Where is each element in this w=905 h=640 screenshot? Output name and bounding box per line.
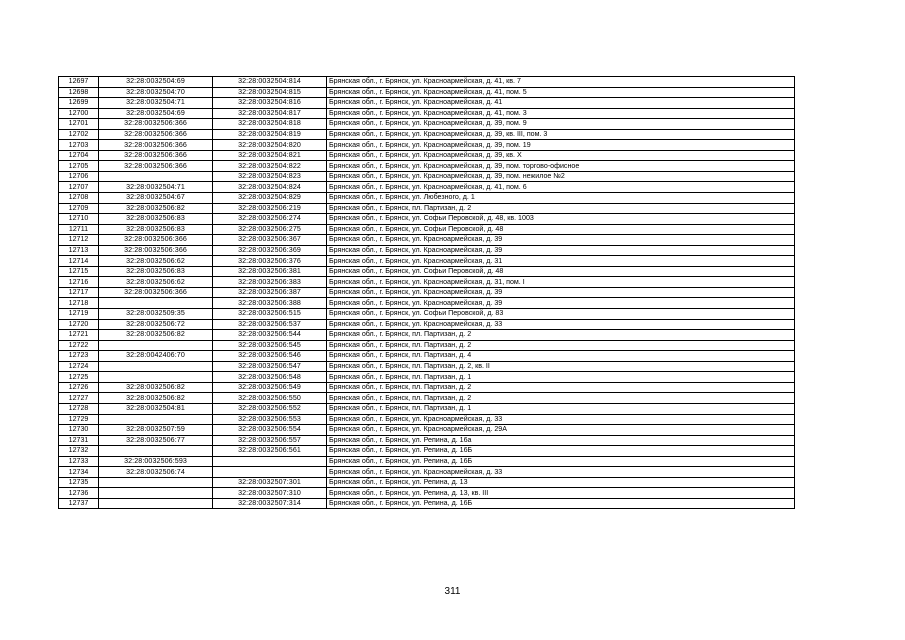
- row-number-cell: 12708: [59, 193, 99, 204]
- cadastral-number-cell: 32:28:0032506:387: [213, 287, 327, 298]
- cadastral-number-cell: 32:28:0032506:550: [213, 393, 327, 404]
- page-number: 311: [444, 586, 461, 597]
- table-row: [59, 224, 795, 235]
- cadastral-parent-cell: 32:28:0032507:59: [99, 425, 213, 436]
- address-cell: Брянская обл., г. Брянск, ул. Красноармейская, д. 39: [327, 287, 795, 298]
- table-row: [59, 77, 795, 88]
- address-cell: Брянская обл., г. Брянск, ул. Репина, д. 13, кв. III: [327, 488, 795, 499]
- row-number-cell: 12730: [59, 425, 99, 436]
- address-cell: Брянская обл., г. Брянск, ул. Красноармейская, д. 41: [327, 98, 795, 109]
- row-number-cell: 12702: [59, 129, 99, 140]
- address-cell: Брянская обл., г. Брянск, ул. Красноармейская, д. 41, кв. 7: [327, 77, 795, 88]
- table-row: [59, 108, 795, 119]
- row-number-cell: 12731: [59, 435, 99, 446]
- address-cell: Брянская обл., г. Брянск, пл. Партизан, д. 2: [327, 340, 795, 351]
- cadastral-number-cell: 32:28:0032506:388: [213, 298, 327, 309]
- cadastral-number-cell: [213, 467, 327, 478]
- cadastral-parent-cell: 32:28:0032506:366: [99, 119, 213, 130]
- cadastral-number-cell: 32:28:0032506:545: [213, 340, 327, 351]
- cadastral-parent-cell: [99, 446, 213, 457]
- cadastral-number-cell: 32:28:0032506:219: [213, 203, 327, 214]
- cadastral-number-cell: 32:28:0032506:554: [213, 425, 327, 436]
- table-row: [59, 361, 795, 372]
- cadastral-number-cell: 32:28:0032507:301: [213, 477, 327, 488]
- cadastral-parent-cell: [99, 372, 213, 383]
- address-cell: Брянская обл., г. Брянск, пл. Партизан, д. 2: [327, 203, 795, 214]
- address-cell: Брянская обл., г. Брянск, ул. Репина, д. 16Б: [327, 456, 795, 467]
- address-cell: Брянская обл., г. Брянск, ул. Красноармейская, д. 41, пом. 5: [327, 87, 795, 98]
- cadastral-parent-cell: 32:28:0032506:82: [99, 393, 213, 404]
- address-cell: Брянская обл., г. Брянск, ул. Красноармейская, д. 39: [327, 245, 795, 256]
- row-number-cell: 12719: [59, 309, 99, 320]
- cadastral-parent-cell: 32:28:0032506:74: [99, 467, 213, 478]
- cadastral-number-cell: 32:28:0032504:815: [213, 87, 327, 98]
- row-number-cell: 12735: [59, 477, 99, 488]
- cadastral-number-cell: 32:28:0032507:314: [213, 498, 327, 509]
- address-cell: Брянская обл., г. Брянск, пл. Партизан, д. 2: [327, 393, 795, 404]
- table-row: [59, 446, 795, 457]
- row-number-cell: 12736: [59, 488, 99, 499]
- cadastral-number-cell: 32:28:0032504:829: [213, 193, 327, 204]
- table-row: [59, 256, 795, 267]
- table-row: [59, 467, 795, 478]
- cadastral-number-cell: 32:28:0032506:275: [213, 224, 327, 235]
- table-row: [59, 498, 795, 509]
- address-cell: Брянская обл., г. Брянск, ул. Красноармейская, д. 39, пом. торгово-офисное: [327, 161, 795, 172]
- table-row: [59, 214, 795, 225]
- row-number-cell: 12728: [59, 403, 99, 414]
- cadastral-number-cell: 32:28:0032506:383: [213, 277, 327, 288]
- cadastral-number-cell: 32:28:0032504:817: [213, 108, 327, 119]
- cadastral-parent-cell: 32:28:0032506:366: [99, 150, 213, 161]
- address-cell: Брянская обл., г. Брянск, ул. Красноармейская, д. 29А: [327, 425, 795, 436]
- address-cell: Брянская обл., г. Брянск, ул. Репина, д. 16а: [327, 435, 795, 446]
- row-number-cell: 12737: [59, 498, 99, 509]
- row-number-cell: 12715: [59, 266, 99, 277]
- cadastral-parent-cell: 32:28:0032509:35: [99, 309, 213, 320]
- address-cell: Брянская обл., г. Брянск, пл. Партизан, д. 2: [327, 330, 795, 341]
- address-cell: Брянская обл., г. Брянск, ул. Красноармейская, д. 33: [327, 414, 795, 425]
- row-number-cell: 12733: [59, 456, 99, 467]
- table-row: [59, 277, 795, 288]
- cadastral-parent-cell: 32:28:0032506:82: [99, 330, 213, 341]
- row-number-cell: 12707: [59, 182, 99, 193]
- cadastral-number-cell: 32:28:0032506:553: [213, 414, 327, 425]
- cadastral-number-cell: 32:28:0032504:819: [213, 129, 327, 140]
- row-number-cell: 12732: [59, 446, 99, 457]
- table-row: [59, 330, 795, 341]
- address-cell: Брянская обл., г. Брянск, ул. Красноармейская, д. 39, пом. 9: [327, 119, 795, 130]
- cadastral-number-cell: 32:28:0032506:549: [213, 382, 327, 393]
- table-row: [59, 287, 795, 298]
- cadastral-parent-cell: [99, 477, 213, 488]
- cadastral-number-cell: 32:28:0032506:274: [213, 214, 327, 225]
- cadastral-parent-cell: 32:28:0032506:83: [99, 224, 213, 235]
- cadastral-parent-cell: 32:28:0032506:593: [99, 456, 213, 467]
- table-row: [59, 456, 795, 467]
- address-cell: Брянская обл., г. Брянск, ул. Репина, д. 16Б: [327, 498, 795, 509]
- table-row: [59, 129, 795, 140]
- address-cell: Брянская обл., г. Брянск, пл. Партизан, д. 4: [327, 351, 795, 362]
- cadastral-number-cell: 32:28:0032507:310: [213, 488, 327, 499]
- table-row: [59, 150, 795, 161]
- table-row: [59, 182, 795, 193]
- table-row: [59, 87, 795, 98]
- cadastral-parent-cell: 32:28:0032506:82: [99, 382, 213, 393]
- table-row: [59, 340, 795, 351]
- cadastral-parent-cell: 32:28:0032504:70: [99, 87, 213, 98]
- address-cell: Брянская обл., г. Брянск, ул. Репина, д. 16Б: [327, 446, 795, 457]
- address-cell: Брянская обл., г. Брянск, ул. Красноармейская, д. 39: [327, 298, 795, 309]
- cadastral-number-cell: 32:28:0032506:552: [213, 403, 327, 414]
- cadastral-parent-cell: 32:28:0032506:366: [99, 140, 213, 151]
- address-cell: Брянская обл., г. Брянск, пл. Партизан, д. 2: [327, 382, 795, 393]
- cadastral-parent-cell: 32:28:0032506:366: [99, 129, 213, 140]
- address-cell: Брянская обл., г. Брянск, ул. Софьи Перовской, д. 83: [327, 309, 795, 320]
- address-cell: Брянская обл., г. Брянск, ул. Софьи Перовской, д. 48: [327, 266, 795, 277]
- cadastral-number-cell: 32:28:0032506:515: [213, 309, 327, 320]
- row-number-cell: 12698: [59, 87, 99, 98]
- cadastral-number-cell: 32:28:0032506:376: [213, 256, 327, 267]
- cadastral-parent-cell: 32:28:0032506:77: [99, 435, 213, 446]
- address-cell: Брянская обл., г. Брянск, пл. Партизан, д. 1: [327, 403, 795, 414]
- address-cell: Брянская обл., г. Брянск, ул. Красноармейская, д. 39, пом. нежилое №2: [327, 171, 795, 182]
- row-number-cell: 12709: [59, 203, 99, 214]
- cadastral-parent-cell: 32:28:0032504:71: [99, 182, 213, 193]
- cadastral-parent-cell: 32:28:0032504:71: [99, 98, 213, 109]
- address-cell: Брянская обл., г. Брянск, ул. Софьи Перовской, д. 48, кв. 1003: [327, 214, 795, 225]
- row-number-cell: 12700: [59, 108, 99, 119]
- registry-table: [58, 76, 795, 509]
- cadastral-number-cell: 32:28:0032506:537: [213, 319, 327, 330]
- table-row: [59, 435, 795, 446]
- address-cell: Брянская обл., г. Брянск, ул. Софьи Перовской, д. 48: [327, 224, 795, 235]
- cadastral-number-cell: 32:28:0032506:381: [213, 266, 327, 277]
- cadastral-number-cell: 32:28:0032506:557: [213, 435, 327, 446]
- cadastral-parent-cell: 32:28:0032506:366: [99, 287, 213, 298]
- table-row: [59, 140, 795, 151]
- address-cell: Брянская обл., г. Брянск, ул. Красноармейская, д. 41, пом. 3: [327, 108, 795, 119]
- cadastral-parent-cell: 32:28:0032504:67: [99, 193, 213, 204]
- address-cell: Брянская обл., г. Брянск, ул. Красноармейская, д. 39, кв. III, пом. 3: [327, 129, 795, 140]
- table-row: [59, 393, 795, 404]
- cadastral-parent-cell: [99, 340, 213, 351]
- row-number-cell: 12716: [59, 277, 99, 288]
- cadastral-number-cell: 32:28:0032504:816: [213, 98, 327, 109]
- cadastral-parent-cell: 32:28:0032506:62: [99, 277, 213, 288]
- cadastral-number-cell: 32:28:0032504:814: [213, 77, 327, 88]
- address-cell: Брянская обл., г. Брянск, пл. Партизан, д. 1: [327, 372, 795, 383]
- table-row: [59, 414, 795, 425]
- table-row: [59, 319, 795, 330]
- address-cell: Брянская обл., г. Брянск, ул. Красноармейская, д. 39: [327, 235, 795, 246]
- cadastral-parent-cell: [99, 361, 213, 372]
- row-number-cell: 12697: [59, 77, 99, 88]
- row-number-cell: 12725: [59, 372, 99, 383]
- row-number-cell: 12723: [59, 351, 99, 362]
- row-number-cell: 12721: [59, 330, 99, 341]
- row-number-cell: 12699: [59, 98, 99, 109]
- cadastral-number-cell: 32:28:0032504:824: [213, 182, 327, 193]
- row-number-cell: 12724: [59, 361, 99, 372]
- table-row: [59, 235, 795, 246]
- table-row: [59, 203, 795, 214]
- cadastral-number-cell: 32:28:0032506:561: [213, 446, 327, 457]
- table-row: [59, 382, 795, 393]
- table-row: [59, 171, 795, 182]
- row-number-cell: 12726: [59, 382, 99, 393]
- cadastral-number-cell: 32:28:0032504:820: [213, 140, 327, 151]
- row-number-cell: 12712: [59, 235, 99, 246]
- address-cell: Брянская обл., г. Брянск, пл. Партизан, д. 2, кв. II: [327, 361, 795, 372]
- row-number-cell: 12706: [59, 171, 99, 182]
- cadastral-number-cell: 32:28:0032506:544: [213, 330, 327, 341]
- cadastral-parent-cell: [99, 171, 213, 182]
- address-cell: Брянская обл., г. Брянск, ул. Красноармейская, д. 31, пом. I: [327, 277, 795, 288]
- table-row: [59, 488, 795, 499]
- cadastral-parent-cell: [99, 414, 213, 425]
- row-number-cell: 12718: [59, 298, 99, 309]
- cadastral-number-cell: 32:28:0032506:369: [213, 245, 327, 256]
- address-cell: Брянская обл., г. Брянск, ул. Красноармейская, д. 39, пом. 19: [327, 140, 795, 151]
- address-cell: Брянская обл., г. Брянск, ул. Красноармейская, д. 39, кв. Х: [327, 150, 795, 161]
- address-cell: Брянская обл., г. Брянск, ул. Репина, д. 13: [327, 477, 795, 488]
- row-number-cell: 12734: [59, 467, 99, 478]
- table-row: [59, 119, 795, 130]
- cadastral-parent-cell: 32:28:0032506:83: [99, 266, 213, 277]
- row-number-cell: 12717: [59, 287, 99, 298]
- cadastral-parent-cell: 32:28:0032506:366: [99, 235, 213, 246]
- cadastral-number-cell: 32:28:0032506:548: [213, 372, 327, 383]
- row-number-cell: 12722: [59, 340, 99, 351]
- table-row: [59, 372, 795, 383]
- address-cell: Брянская обл., г. Брянск, ул. Красноармейская, д. 33: [327, 467, 795, 478]
- row-number-cell: 12705: [59, 161, 99, 172]
- row-number-cell: 12711: [59, 224, 99, 235]
- cadastral-parent-cell: 32:28:0032506:366: [99, 161, 213, 172]
- cadastral-parent-cell: 32:28:0032504:81: [99, 403, 213, 414]
- cadastral-parent-cell: 32:28:0042406:70: [99, 351, 213, 362]
- cadastral-parent-cell: [99, 298, 213, 309]
- address-cell: Брянская обл., г. Брянск, ул. Любезного, д. 1: [327, 193, 795, 204]
- address-cell: Брянская обл., г. Брянск, ул. Красноармейская, д. 33: [327, 319, 795, 330]
- row-number-cell: 12713: [59, 245, 99, 256]
- row-number-cell: 12703: [59, 140, 99, 151]
- address-cell: Брянская обл., г. Брянск, ул. Красноармейская, д. 31: [327, 256, 795, 267]
- table-row: [59, 266, 795, 277]
- cadastral-parent-cell: 32:28:0032504:69: [99, 77, 213, 88]
- table-row: [59, 193, 795, 204]
- cadastral-number-cell: 32:28:0032504:822: [213, 161, 327, 172]
- table-row: [59, 403, 795, 414]
- cadastral-parent-cell: 32:28:0032504:69: [99, 108, 213, 119]
- cadastral-parent-cell: 32:28:0032506:82: [99, 203, 213, 214]
- table-row: [59, 425, 795, 436]
- table-row: [59, 309, 795, 320]
- table-row: [59, 351, 795, 362]
- row-number-cell: 12704: [59, 150, 99, 161]
- cadastral-number-cell: 32:28:0032504:823: [213, 171, 327, 182]
- cadastral-number-cell: [213, 456, 327, 467]
- cadastral-number-cell: 32:28:0032504:818: [213, 119, 327, 130]
- cadastral-number-cell: 32:28:0032506:367: [213, 235, 327, 246]
- cadastral-number-cell: 32:28:0032506:547: [213, 361, 327, 372]
- table-row: [59, 245, 795, 256]
- address-cell: Брянская обл., г. Брянск, ул. Красноармейская, д. 41, пом. 6: [327, 182, 795, 193]
- table-row: [59, 98, 795, 109]
- cadastral-number-cell: 32:28:0032506:546: [213, 351, 327, 362]
- row-number-cell: 12727: [59, 393, 99, 404]
- cadastral-parent-cell: [99, 488, 213, 499]
- cadastral-parent-cell: 32:28:0032506:366: [99, 245, 213, 256]
- row-number-cell: 12710: [59, 214, 99, 225]
- row-number-cell: 12729: [59, 414, 99, 425]
- row-number-cell: 12701: [59, 119, 99, 130]
- cadastral-number-cell: 32:28:0032504:821: [213, 150, 327, 161]
- table-row: [59, 298, 795, 309]
- registry-table-body: [59, 77, 795, 509]
- cadastral-parent-cell: 32:28:0032506:62: [99, 256, 213, 267]
- row-number-cell: 12714: [59, 256, 99, 267]
- cadastral-parent-cell: 32:28:0032506:83: [99, 214, 213, 225]
- table-row: [59, 161, 795, 172]
- cadastral-parent-cell: [99, 498, 213, 509]
- cadastral-parent-cell: 32:28:0032506:72: [99, 319, 213, 330]
- table-row: [59, 477, 795, 488]
- row-number-cell: 12720: [59, 319, 99, 330]
